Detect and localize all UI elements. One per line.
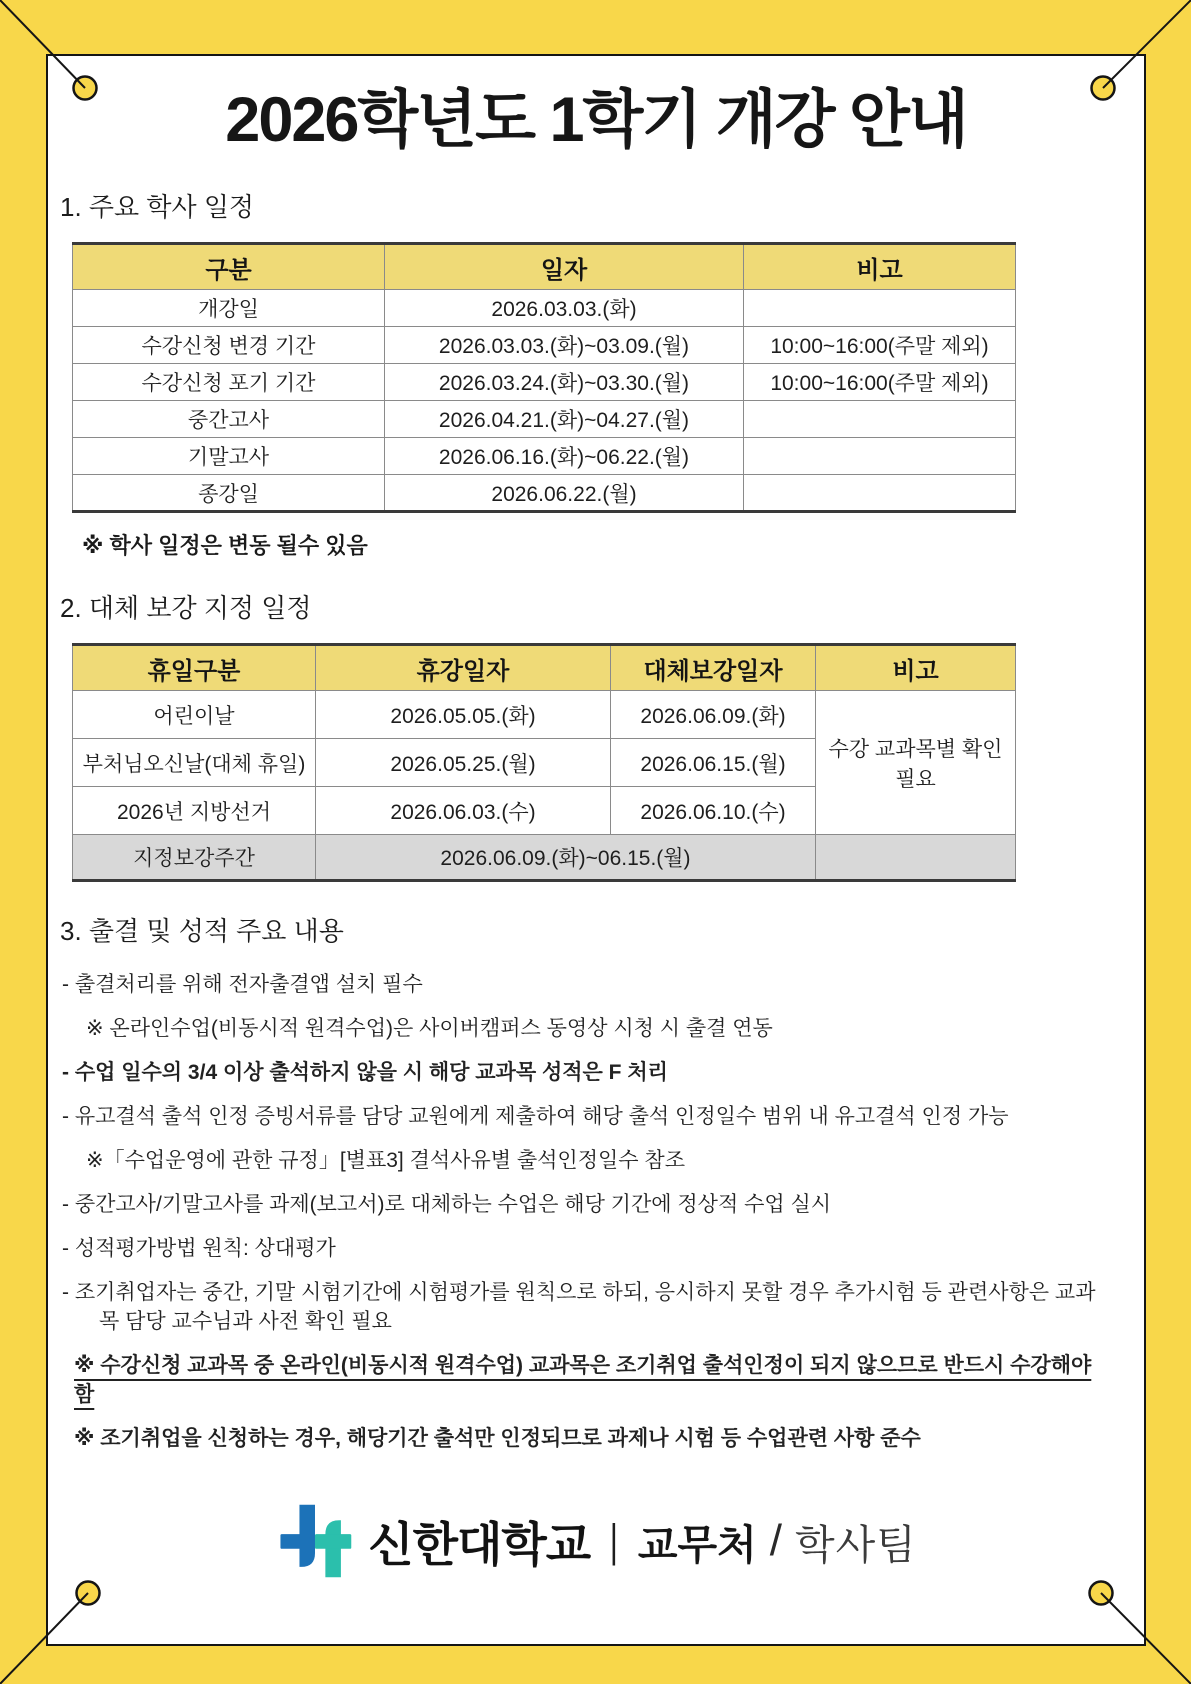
- column-header: 휴일구분: [73, 645, 316, 691]
- table-cell: 2026.05.25.(월): [316, 739, 611, 787]
- column-header: 대체보강일자: [611, 645, 816, 691]
- table-cell: 2026.06.22.(월): [385, 475, 744, 512]
- table-row: [73, 691, 1016, 739]
- divider-bar: |: [609, 1515, 619, 1566]
- table-cell: 2026.03.24.(화)~03.30.(월): [385, 364, 744, 401]
- section-attendance-grades: [48, 916, 1144, 1453]
- table-cell: 중간고사: [73, 401, 385, 438]
- academic-schedule-table: [72, 242, 1016, 513]
- list-item: ※ 수강신청 교과목 중 온라인(비동시적 원격수업) 교과목은 조기취업 출석인정이 되지 않으므로 반드시 수강해야 함: [74, 1354, 1092, 1406]
- column-header: 휴강일자: [316, 645, 611, 691]
- page-title: 2026학년도 1학기 개강 안내: [225, 85, 967, 155]
- column-header: 일자: [385, 244, 744, 290]
- table-cell: [744, 401, 1016, 438]
- list-item: ※ 조기취업을 신청하는 경우, 해당기간 출석만 인정되므로 과제나 시험 등 수업관련 사항 준수: [74, 1427, 921, 1450]
- table-cell: 어린이날: [73, 691, 316, 739]
- shinhan-university-logo-icon: [275, 1503, 355, 1579]
- remark-merged-cell: 수강 교과목별 확인필요: [816, 691, 1016, 835]
- section-academic-schedule: [48, 192, 1144, 559]
- table-header-row: [73, 645, 1016, 691]
- table-cell: 개강일: [73, 290, 385, 327]
- team-name: 학사팀: [794, 1521, 917, 1568]
- table-cell: 10:00~16:00(주말 제외): [744, 327, 1016, 364]
- table-row: [73, 475, 1016, 512]
- office-name: 교무처: [637, 1521, 757, 1568]
- section-makeup-schedule: [48, 593, 1144, 882]
- section1-heading: 1. 주요 학사 일정: [60, 192, 255, 222]
- university-name: 신한대학교: [368, 1517, 591, 1571]
- table-cell: [816, 835, 1016, 881]
- list-item: - 조기취업자는 중간, 기말 시험기간에 시험평가를 원칙으로 하되, 응시하지 못할 경우 추가시험 등 관련사항은 교과목 담당 교수님과 사전 확인 필요: [62, 1281, 1096, 1333]
- makeup-week-row: [73, 835, 1016, 881]
- column-header: 구분: [73, 244, 385, 290]
- table-row: [73, 401, 1016, 438]
- table-cell: 2026.04.21.(화)~04.27.(월): [385, 401, 744, 438]
- table-cell: [744, 475, 1016, 512]
- column-header: 비고: [816, 645, 1016, 691]
- section3-heading: 3. 출결 및 성적 주요 내용: [60, 916, 344, 946]
- list-item: ※ 온라인수업(비동시적 원격수업)은 사이버캠퍼스 동영상 시청 시 출결 연동: [86, 1017, 773, 1040]
- list-item: - 중간고사/기말고사를 과제(보고서)로 대체하는 수업은 해당 기간에 정상적 수업 실시: [62, 1193, 832, 1216]
- makeup-week-period-cell: 2026.06.09.(화)~06.15.(월): [316, 835, 816, 881]
- table-cell: 2026.06.03.(수): [316, 787, 611, 835]
- table-cell: 2026.06.15.(월): [611, 739, 816, 787]
- table-cell: 수강신청 변경 기간: [73, 327, 385, 364]
- list-item: - 수업 일수의 3/4 이상 출석하지 않을 시 해당 교과목 성적은 F 처리: [62, 1061, 668, 1084]
- table-cell: 종강일: [73, 475, 385, 512]
- column-header: 비고: [744, 244, 1016, 290]
- schedule-change-note: ※ 학사 일정은 변동 될수 있음: [82, 533, 368, 558]
- table-row: [73, 327, 1016, 364]
- table-row: [73, 290, 1016, 327]
- table-cell: 부처님오신날(대체 휴일): [73, 739, 316, 787]
- table-cell: [744, 290, 1016, 327]
- table-cell: 2026.03.03.(화): [385, 290, 744, 327]
- list-item: ※「수업운영에 관한 규정」[별표3] 결석사유별 출석인정일수 참조: [86, 1149, 685, 1172]
- table-cell: 2026.06.10.(수): [611, 787, 816, 835]
- footer-logo: [48, 1503, 1144, 1579]
- table-cell: 수강신청 포기 기간: [73, 364, 385, 401]
- list-item: - 출결처리를 위해 전자출결앱 설치 필수: [62, 973, 423, 996]
- table-cell: 2026년 지방선거: [73, 787, 316, 835]
- table-cell: 지정보강주간: [73, 835, 316, 881]
- makeup-schedule-table: [72, 643, 1016, 882]
- table-row: [73, 364, 1016, 401]
- table-cell: 2026.06.09.(화): [611, 691, 816, 739]
- section2-heading: 2. 대체 보강 지정 일정: [60, 593, 312, 623]
- table-row: [73, 438, 1016, 475]
- table-cell: 2026.05.05.(화): [316, 691, 611, 739]
- table-cell: 10:00~16:00(주말 제외): [744, 364, 1016, 401]
- list-item: - 성적평가방법 원칙: 상대평가: [62, 1237, 336, 1260]
- slash-divider: /: [769, 1516, 782, 1565]
- table-cell: 기말고사: [73, 438, 385, 475]
- table-header-row: [73, 244, 1016, 290]
- list-item: - 유고결석 출석 인정 증빙서류를 담당 교원에게 제출하여 해당 출석 인정일수 범위 내 유고결석 인정 가능: [62, 1105, 1009, 1128]
- attendance-notes-list: [48, 970, 1144, 1453]
- table-cell: 2026.06.16.(화)~06.22.(월): [385, 438, 744, 475]
- notice-paper: [46, 54, 1146, 1646]
- table-cell: [744, 438, 1016, 475]
- table-cell: 2026.03.03.(화)~03.09.(월): [385, 327, 744, 364]
